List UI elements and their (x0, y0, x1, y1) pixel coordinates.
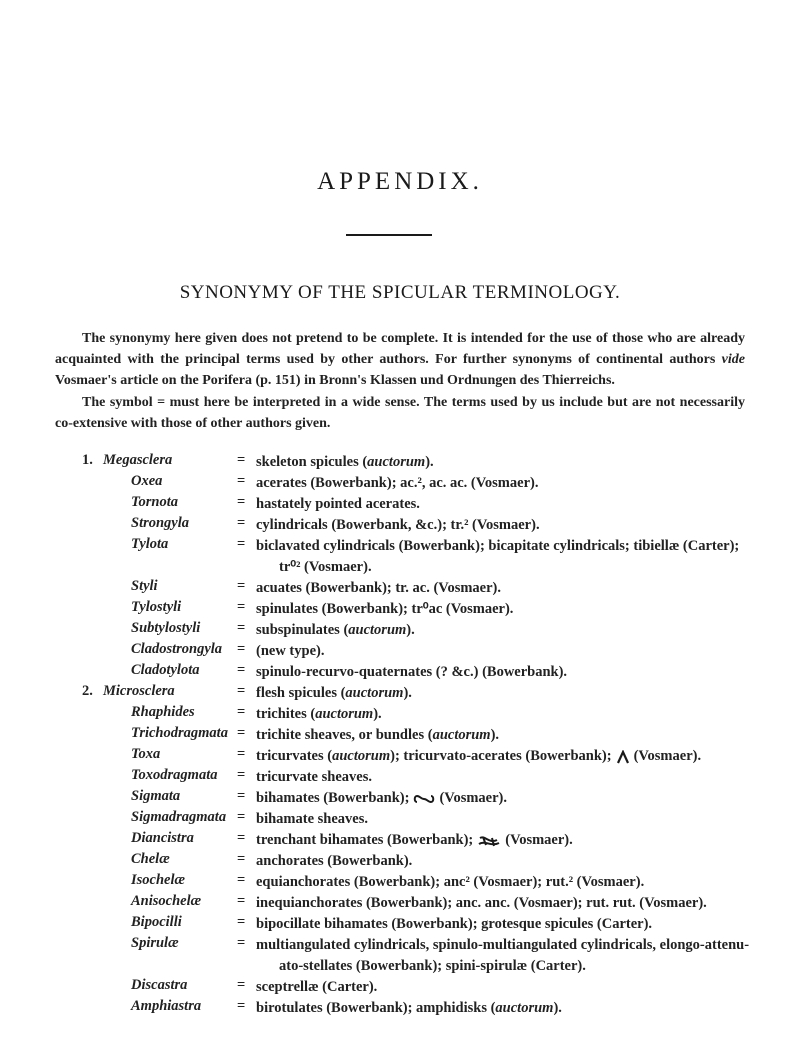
entry-toxa (0, 746, 800, 767)
entry-definition: spinulo-recurvo-quaternates (? &c.) (Bowerbank). (256, 664, 568, 680)
diancistra-symbol-icon (477, 834, 501, 848)
entry-definition: (new type). (256, 643, 325, 659)
caret-symbol-icon (616, 750, 630, 764)
equals-sign: = (237, 977, 246, 993)
entry-term: Bipocilli (131, 914, 182, 930)
entry-definition: flesh spicules (auctorum). (256, 685, 412, 701)
equals-sign: = (237, 893, 246, 909)
equals-sign: = (237, 998, 246, 1014)
entry-definition: birotulates (Bowerbank); amphidisks (auctorum). (256, 1000, 562, 1016)
entry-trichodragmata (0, 725, 800, 746)
entry-definition: bihamate sheaves. (256, 811, 368, 827)
entry-definition: cylindricals (Bowerbank, &c.); tr.² (Vosmaer). (256, 517, 540, 533)
entry-cladotylota (0, 662, 800, 683)
entry-spirulae (0, 935, 800, 977)
entry-term: Toxa (131, 746, 161, 762)
equals-sign: = (237, 704, 246, 720)
entry-diancistra (0, 830, 800, 851)
equals-sign: = (237, 767, 246, 783)
entry-anisochelae (0, 893, 800, 914)
entry-number: 2. (82, 683, 93, 699)
entry-definition: acerates (Bowerbank); ac.², ac. ac. (Vosmaer). (256, 475, 539, 491)
entry-term: Cladostrongyla (131, 641, 223, 657)
equals-sign: = (237, 620, 246, 636)
equals-sign: = (237, 725, 246, 741)
entry-definition: multiangulated cylindricals, spinulo-multiangulated cylindricals, elongo-attenu- ato-stellates (Bowerbank); spini-spirulæ (Carter). (256, 937, 750, 974)
entry-term: Toxodragmata (131, 767, 218, 783)
symbol-text: The symbol = must here be interpreted in a wide sense. The terms used by us include but are not necessarily co-extensive with those of other authors given. (55, 395, 745, 431)
entry-term: Sigmata (131, 788, 181, 804)
entry-term: Cladotylota (131, 662, 200, 678)
entry-term: Tornota (131, 494, 179, 510)
entry-definition: trichite sheaves, or bundles (auctorum). (256, 727, 500, 743)
equals-sign: = (237, 683, 246, 699)
entry-sigmata (0, 788, 800, 809)
entry-megasclera (0, 452, 800, 473)
entry-toxodragmata (0, 767, 800, 788)
entry-definition: skeleton spicules (auctorum). (256, 454, 434, 470)
entry-definition: spinulates (Bowerbank); tr⁰ac (Vosmaer). (256, 601, 514, 617)
sigma-symbol-icon (413, 793, 435, 805)
entry-definition: subspinulates (auctorum). (256, 622, 415, 638)
entry-chelae (0, 851, 800, 872)
entry-term: Isochelæ (131, 872, 185, 888)
section-title: SYNONYMY OF THE SPICULAR TERMINOLOGY. (179, 282, 621, 303)
entry-term: Sigmadragmata (131, 809, 227, 825)
entry-term: Rhaphides (131, 704, 195, 720)
entry-definition: bihamates (Bowerbank); (Vosmaer). (256, 790, 507, 806)
equals-sign: = (237, 788, 246, 804)
entry-term: Amphiastra (131, 998, 202, 1014)
entry-term: Microsclera (103, 683, 175, 699)
equals-sign: = (237, 599, 246, 615)
entry-tornota (0, 494, 800, 515)
equals-sign: = (237, 662, 246, 678)
entry-microsclera (0, 683, 800, 704)
intro-text-b: Vosmaer's article on the Porifera (p. 151) in Bronn's Klassen und Ordnungen des Thierreichs. (55, 373, 615, 388)
entry-term: Megasclera (103, 452, 173, 468)
entry-term: Trichodragmata (131, 725, 228, 741)
equals-sign: = (237, 536, 246, 552)
equals-sign: = (237, 809, 246, 825)
entry-styli (0, 578, 800, 599)
appendix-heading: APPENDIX. (317, 168, 483, 195)
entry-definition: equianchorates (Bowerbank); anc² (Vosmaer); rut.² (Vosmaer). (256, 874, 645, 890)
entry-definition: tricurvates (auctorum); tricurvato-acerates (Bowerbank); (Vosmaer). (256, 748, 702, 764)
entry-definition: acuates (Bowerbank); tr. ac. (Vosmaer). (256, 580, 501, 596)
entry-isochelae (0, 872, 800, 893)
entry-strongyla (0, 515, 800, 536)
equals-sign: = (237, 935, 246, 951)
entry-term: Subtylostyli (131, 620, 201, 636)
entry-term: Discastra (131, 977, 188, 993)
entry-term: Chelæ (131, 851, 170, 867)
equals-sign: = (237, 641, 246, 657)
equals-sign: = (237, 914, 246, 930)
entry-amphiastra (0, 998, 800, 1019)
entry-sigmadragmata (0, 809, 800, 830)
intro-vide: vide (721, 352, 745, 367)
entry-rhaphides (0, 704, 800, 725)
entry-definition: sceptrellæ (Carter). (256, 979, 378, 995)
entry-definition: anchorates (Bowerbank). (256, 853, 413, 869)
equals-sign: = (237, 578, 246, 594)
intro-text-a: The synonymy here given does not pretend to be complete. It is intended for the use of those who are already acquainted with the principal terms used by other authors. For further synonyms of continental authors (55, 331, 745, 367)
entry-subtylostyli (0, 620, 800, 641)
equals-sign: = (237, 830, 246, 846)
entry-bipocilli (0, 914, 800, 935)
entry-discastra (0, 977, 800, 998)
equals-sign: = (237, 746, 246, 762)
equals-sign: = (237, 872, 246, 888)
entry-term: Diancistra (131, 830, 194, 846)
entry-definition: inequianchorates (Bowerbank); anc. anc. (Vosmaer); rut. rut. (Vosmaer). (256, 895, 707, 911)
entry-term: Oxea (131, 473, 163, 489)
entry-definition: biclavated cylindricals (Bowerbank); bicapitate cylindricals; tibiellæ (Carter); tr⁰² (Vosmaer). (256, 538, 740, 575)
entry-term: Strongyla (131, 515, 190, 531)
entry-definition: trichites (auctorum). (256, 706, 382, 722)
entry-term: Anisochelæ (131, 893, 202, 909)
entry-oxea (0, 473, 800, 494)
entry-term: Tylostyli (131, 599, 182, 615)
equals-sign: = (237, 452, 246, 468)
equals-sign: = (237, 494, 246, 510)
title-rule (346, 234, 432, 236)
entry-tylota (0, 536, 800, 578)
equals-sign: = (237, 515, 246, 531)
entry-definition: tricurvate sheaves. (256, 769, 372, 785)
intro-paragraph (55, 328, 745, 391)
entry-definition: bipocillate bihamates (Bowerbank); grotesque spicules (Carter). (256, 916, 653, 932)
entry-term: Tylota (131, 536, 169, 552)
entry-definition: hastately pointed acerates. (256, 496, 420, 512)
entry-term: Spirulæ (131, 935, 179, 951)
entry-number: 1. (82, 452, 93, 468)
equals-sign: = (237, 473, 246, 489)
entry-cladostrongyla (0, 641, 800, 662)
symbol-paragraph (55, 392, 745, 434)
equals-sign: = (237, 851, 246, 867)
entry-term: Styli (131, 578, 158, 594)
entry-tylostyli (0, 599, 800, 620)
entry-definition: trenchant bihamates (Bowerbank); (Vosmaer). (256, 832, 573, 848)
